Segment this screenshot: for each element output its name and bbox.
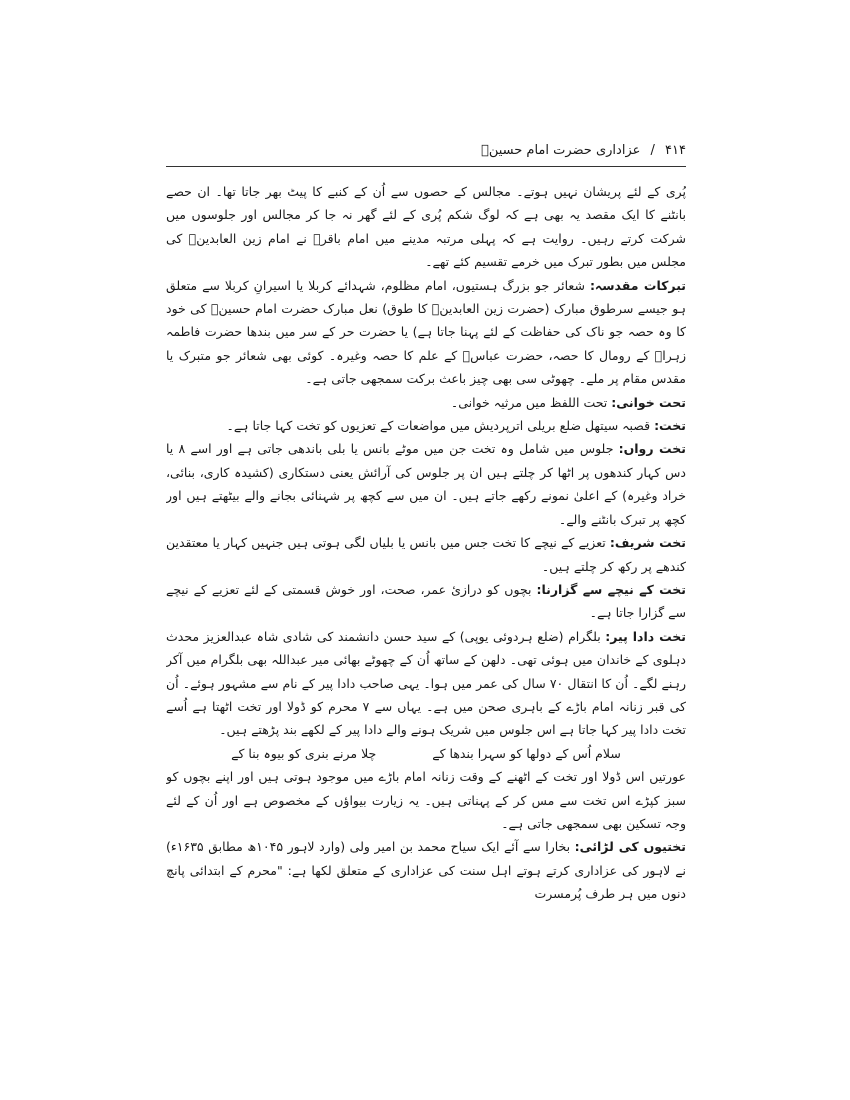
entry-taht-khwani: [166, 391, 686, 414]
entry-text: شعائر جو بزرگ ہستیوں، امام مظلوم، شہدائے کربلا یا اسیرانِ کربلا سے متعلق ہو جیسے سرطوق مبارک (حضرت زین العابدینؑ کا طوق) نعل مبارک حضرت امام حسینؑ کی خود کا وہ حصہ جو ناک کی حفاظت کے لئے پہنا جاتا ہے) یا حضرت حر کے سر میں بندھا حضرت فاطمہ زہراؑ کے رومال کا حصہ، حضرت عباسؑ کے علم کا حصہ وغیرہ۔ کوئی بھی شعائر جو متبرک یا مقدس مقام پر ملے۔ چھوٹی سی بھی چیز باعث برکت سمجھی جاتی ہے۔: [166, 277, 686, 387]
entry-term: تخت کے نیچے سے گزارنا:: [536, 581, 686, 597]
paragraph-intro: پُری کے لئے پریشان نہیں ہوتے۔ مجالس کے حصوں سے اُن کے کنبے کا پیٹ بھر جاتا تھا۔ ان حصے بانٹنے کا ایک مقصد یہ بھی ہے کہ لوگ شکم پُری کے لئے گھر نہ جا کر مجالس اور جلوسوں میں شرکت کرتے رہیں۔ روایت ہے کہ پہلی مرتبہ مدینے میں امام باقرؑ نے امام زین العابدینؑ کی مجلس میں بطور تبرک میں خرمے تقسیم کئے تھے۔: [166, 184, 686, 270]
couplet-first-hemistich: سلام اُس کے دولھا کو سہرا بندھا کے: [432, 745, 621, 761]
couplet: [166, 742, 686, 765]
entry-term: تخت دادا پیر:: [605, 628, 686, 644]
entry-term: تخت شریف:: [609, 535, 686, 551]
entry-tabarrukat: [166, 274, 686, 391]
entry-text: بخارا سے آئے ایک سیاح محمد بن امیر ولی (وارد لاہور ۱۰۴۵ھ مطابق ۱۶۳۵ء) نے لاہور کی عزاداری کرتے ہوتے اہل سنت کی عزاداری کے متعلق لکھا ہے: "محرم کے ابتدائی پانچ دنوں میں ہر طرف پُرمسرت: [166, 839, 686, 902]
entry-term: تبرکات مقدسہ:: [589, 277, 686, 293]
header-rule: [166, 166, 686, 167]
entry-text: بچوں کو درازیٔ عمر، صحت، اور خوش قسمتی کے لئے تعزیے کے نیچے سے گزارا جاتا ہے۔: [166, 581, 686, 621]
entry-text: بلگرام (ضلع ہردوئی یوپی) کے سید حسن دانشمند کی شادی شاہ عبدالعزیز محدث دہلوی کے خاندان میں ہوئی تھی۔ دلھن کے ساتھ اُن کے چھوٹے بھائی میر عبداللہ بھی بلگرام میں آکر رہنے لگے۔ اُن کا انتقال ۷۰ سال کی عمر میں ہوا۔ یہی صاحب دادا پیر کے نام سے مشہور ہوئے۔ اُن کی قبر زنانہ امام باڑے کے باہری صحن میں ہے۔ یہاں سے ۷ محرم کو ڈولا اور تخت اٹھتا ہے اُسے تخت دادا پیر کہا جاتا ہے اس جلوس میں شریک ہونے والے دادا پیر کے لکھے بند پڑھتے ہیں۔: [166, 628, 686, 738]
entry-term: تحت خوانی:: [611, 394, 686, 410]
entry-term: تخت رواں:: [618, 441, 686, 457]
entry-takht-rawan: [166, 437, 686, 531]
page-number: ۴۱۴: [665, 143, 686, 158]
entry-takht-dada-peer: [166, 625, 686, 742]
entry-text: جلوس میں شامل وہ تخت جن میں موٹے بانس یا بلی باندھی جاتی ہے اور اسے ۸ یا دس کہار کندھوں پر اٹھا کر چلتے ہیں ان پر جلوس کی آرائش یعنی دستکاری (کشیدہ کاری، بنائی، خراد وغیرہ) کے اعلیٰ نمونے رکھے جاتے ہیں۔ ان میں سے کچھ پر شہنائی بجانے والے بیٹھتے ہیں اور کچھ پر تبرک بانٹنے والے۔: [166, 441, 686, 527]
couplet-second-hemistich: چلا مرنے بنری کو بیوہ بنا کے: [231, 745, 377, 761]
header-separator: /: [650, 143, 655, 158]
header-title-group: [481, 138, 686, 164]
entry-takht-ke-neeche: [166, 578, 686, 625]
entry-text: تعزیے کے نیچے کا تخت جس میں بانس یا بلیاں لگی ہوتی ہیں جنہیں کہار یا معتقدین کندھے پر رکھ کر چلتے ہیں۔: [166, 535, 686, 574]
entry-text: قصبہ سیتھل ضلع بریلی اترپردیش میں مواضعات کے تعزیوں کو تخت کہا جاتا ہے۔: [226, 418, 655, 434]
entry-takhtiyon-ki-larai: [166, 835, 686, 905]
page-body: [166, 180, 686, 980]
entry-takht: [166, 414, 686, 437]
entry-takht-sharif: [166, 531, 686, 578]
running-header: [166, 138, 686, 164]
entry-term: تختیوں کی لڑائی:: [574, 839, 686, 855]
paragraph-women: عورتیں اس ڈولا اور تخت کے اٹھنے کے وقت زنانہ امام باڑے میں موجود ہوتی ہیں اور اپنے بچوں کو سبز کپڑے اس تخت سے مس کر کے پہناتی ہیں۔ یہ زیارت بیواؤں کے مخصوص ہے اور اُن کے لئے وجہ تسکین بھی سمجھی جاتی ہے۔: [166, 769, 686, 831]
entry-term: تخت:: [654, 418, 686, 434]
book-title: عزاداری حضرت امام حسینؑ: [481, 143, 641, 158]
entry-text: تحت اللفظ میں مرثیہ خوانی۔: [450, 394, 612, 410]
